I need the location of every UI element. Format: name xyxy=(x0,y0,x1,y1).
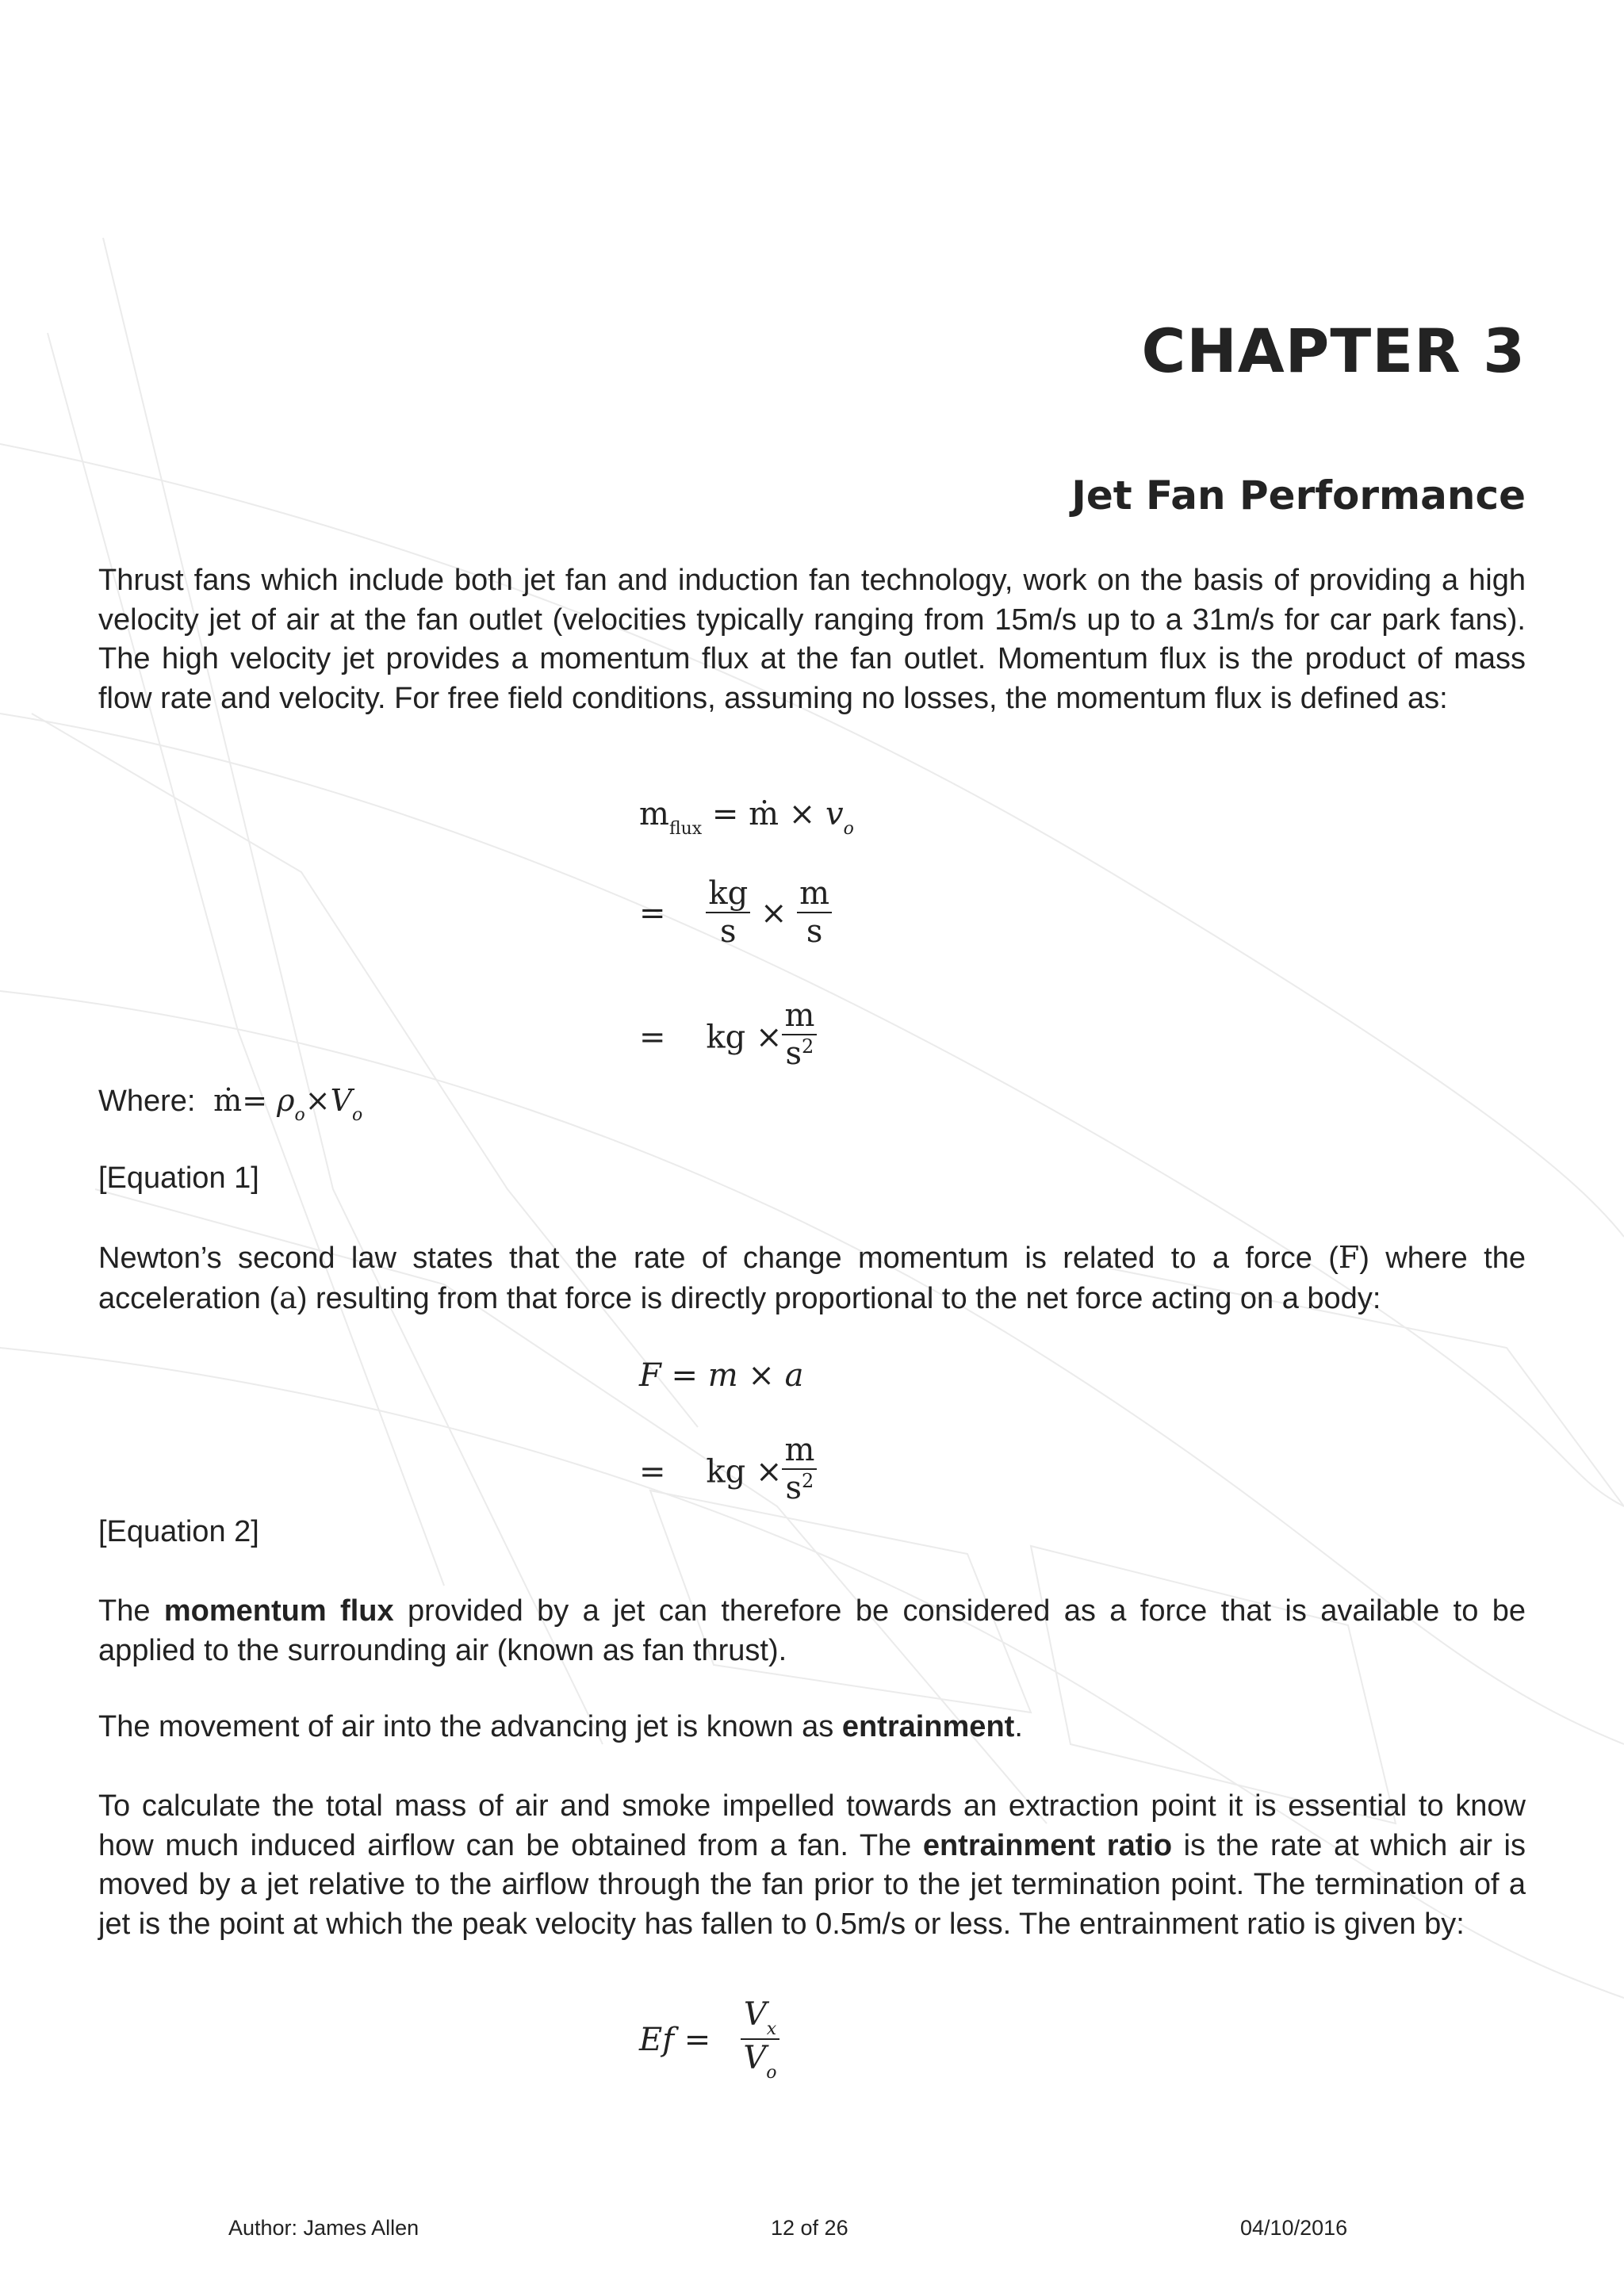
footer-author: Author: James Allen xyxy=(228,2216,419,2240)
newton-paragraph: Newton’s second law states that the rate of change momentum is related to a force (F) where the acceleration (a) resulting from that force is directly proportional to the net force acting on a body: xyxy=(98,1240,1526,1315)
equation-momentum-flux: $m_{flux}$ = ṁ × $v_o$ xyxy=(639,796,854,839)
section-title: Jet Fan Performance xyxy=(1071,473,1526,519)
equation-newton: F = m × a xyxy=(639,1357,804,1394)
footer-date: 04/10/2016 xyxy=(1240,2216,1348,2240)
entrainment-paragraph: The movement of air into the advancing jet is known as entrainment. xyxy=(98,1710,1023,1743)
equation-1-label: [Equation 1] xyxy=(98,1161,259,1195)
footer-page-number: 12 of 26 xyxy=(771,2216,848,2240)
equation-entrainment-ratio: Ef = $\frac{V_x}{V_o}$ xyxy=(639,1999,779,2085)
equation-units-2: = kg × $\frac{m}{s^2}$ xyxy=(639,1001,817,1079)
equation-units-1: = $\frac{kg}{s}$ × $\frac{m}{s}$ xyxy=(639,878,832,953)
intro-paragraph: Thrust fans which include both jet fan and induction fan technology, work on the basis of providing a high velocity jet of air at the fan outlet (velocities typically ranging from 15m/s up to a 31m/s for car park fans). The high velocity jet provides a momentum flux at the fan outlet. Momentum flux is the product of mass flow rate and velocity. For free field conditions, assuming no losses, the momentum flux is defined as: xyxy=(98,564,1526,715)
equation-mass-flow: ṁ= $\rho_o\times V_o$ xyxy=(213,1083,363,1125)
where-line: Where: ṁ= $\rho_o\times V_o$ xyxy=(98,1083,363,1125)
chapter-number: CHAPTER 3 xyxy=(1141,316,1526,386)
equation-2-label: [Equation 2] xyxy=(98,1515,259,1548)
momentum-flux-paragraph: The momentum flux provided by a jet can therefore be considered as a force that is available to be applied to the surrounding air (known as fan thrust). xyxy=(98,1594,1526,1667)
entrainment-ratio-paragraph: To calculate the total mass of air and smoke impelled towards an extraction point it is essential to know how much induced airflow can be obtained from a fan. The entrainment ratio is the rate at which air is moved by a jet relative to the airflow through the fan prior to the jet termination point. The termination of a jet is the point at which the peak velocity has fallen to 0.5m/s or less. The entrainment ratio is given by: xyxy=(98,1789,1526,1941)
equation-force-units: = kg × $\frac{m}{s^2}$ xyxy=(639,1435,817,1513)
